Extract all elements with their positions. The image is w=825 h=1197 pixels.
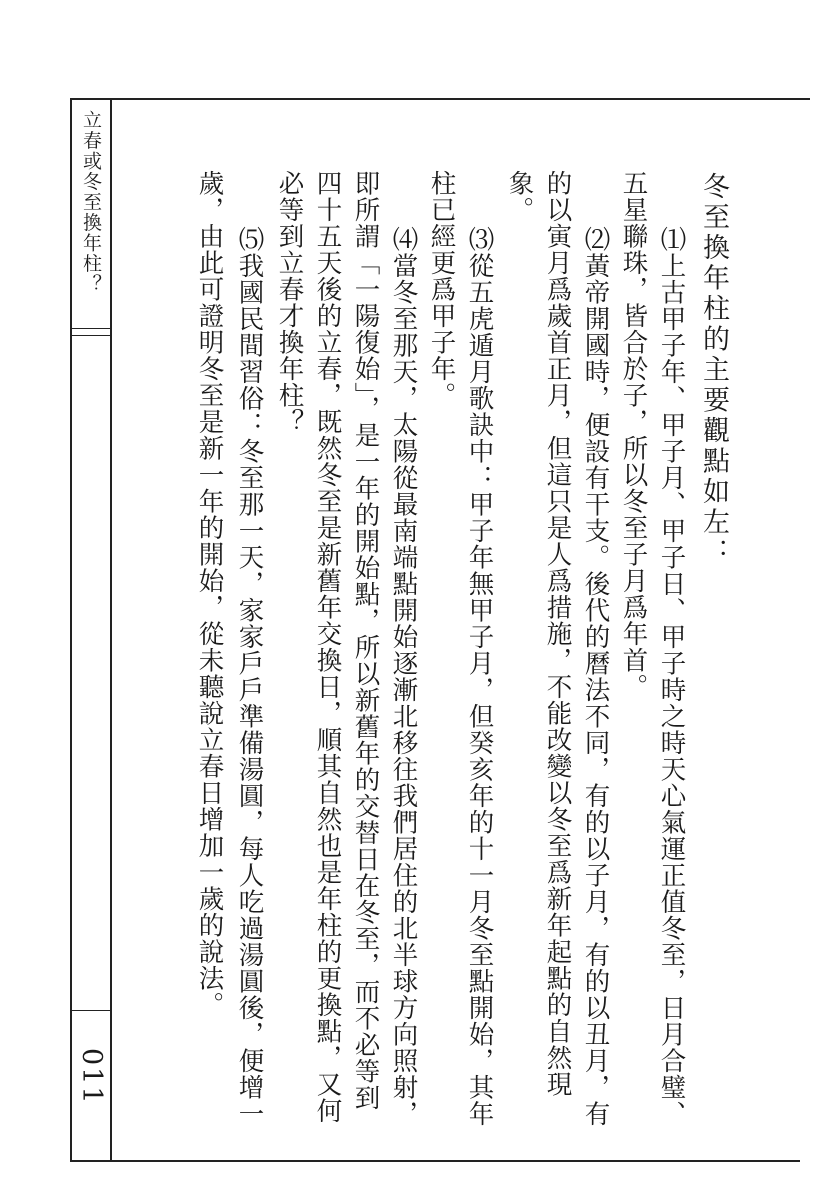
section-heading: 冬至換年柱的主要觀點如左：: [698, 172, 729, 569]
text-column: 即所謂「一陽復始」，是一年的開始點，所以新舊年的交替日在冬至，而不必等到: [350, 170, 381, 1112]
text-column: ⑶從五虎遁月歌訣中：甲子年無甲子月，但癸亥年的十一月冬至點開始，其年: [464, 226, 495, 1127]
text-column: 象。: [504, 170, 535, 223]
sidebar-page-separator: [70, 1010, 112, 1011]
top-border-line: [70, 98, 810, 100]
sidebar-title-separator-2: [70, 335, 112, 336]
text-column: ⑸我國民間習俗：冬至那一天，家家戶戶準備湯圓，每人吃過湯圓後，便增一: [234, 226, 265, 1127]
text-column: 的以寅月爲歲首正月，但這只是人爲措施，不能改變以冬至爲新年起點的自然現: [542, 170, 573, 1098]
sidebar-divider-line: [110, 98, 112, 1162]
text-column: 必等到立春才換年柱？: [274, 170, 305, 435]
text-column: ⑴上古甲子年、甲子月、甲子日、甲子時之時天心氣運正值冬至，日月合璧、: [656, 226, 687, 1127]
text-column: ⑵黃帝開國時，便設有干支。後代的曆法不同，有的以子月，有的以丑月，有: [580, 226, 611, 1127]
text-column: 五星聯珠，皆合於子，所以冬至子月爲年首。: [618, 170, 649, 700]
bottom-border-line: [70, 1160, 800, 1162]
text-column: 歲，由此可證明冬至是新一年的開始，從未聽說立春日增加一歲的說法。: [194, 170, 225, 1018]
left-border-line: [70, 98, 72, 1162]
page-number: 011: [76, 1048, 107, 1106]
text-column: 四十五天後的立春，既然冬至是新舊年交換日，順其自然也是年柱的更換點，又何: [312, 170, 343, 1124]
text-column: ⑷當冬至那天，太陽從最南端點開始逐漸北移往我們居住的北半球方向照射，: [388, 226, 419, 1127]
sidebar-title-separator: [70, 328, 112, 329]
running-header-title: 立春或冬至換年柱？: [80, 110, 102, 295]
text-column: 柱已經更爲甲子年。: [426, 170, 457, 409]
